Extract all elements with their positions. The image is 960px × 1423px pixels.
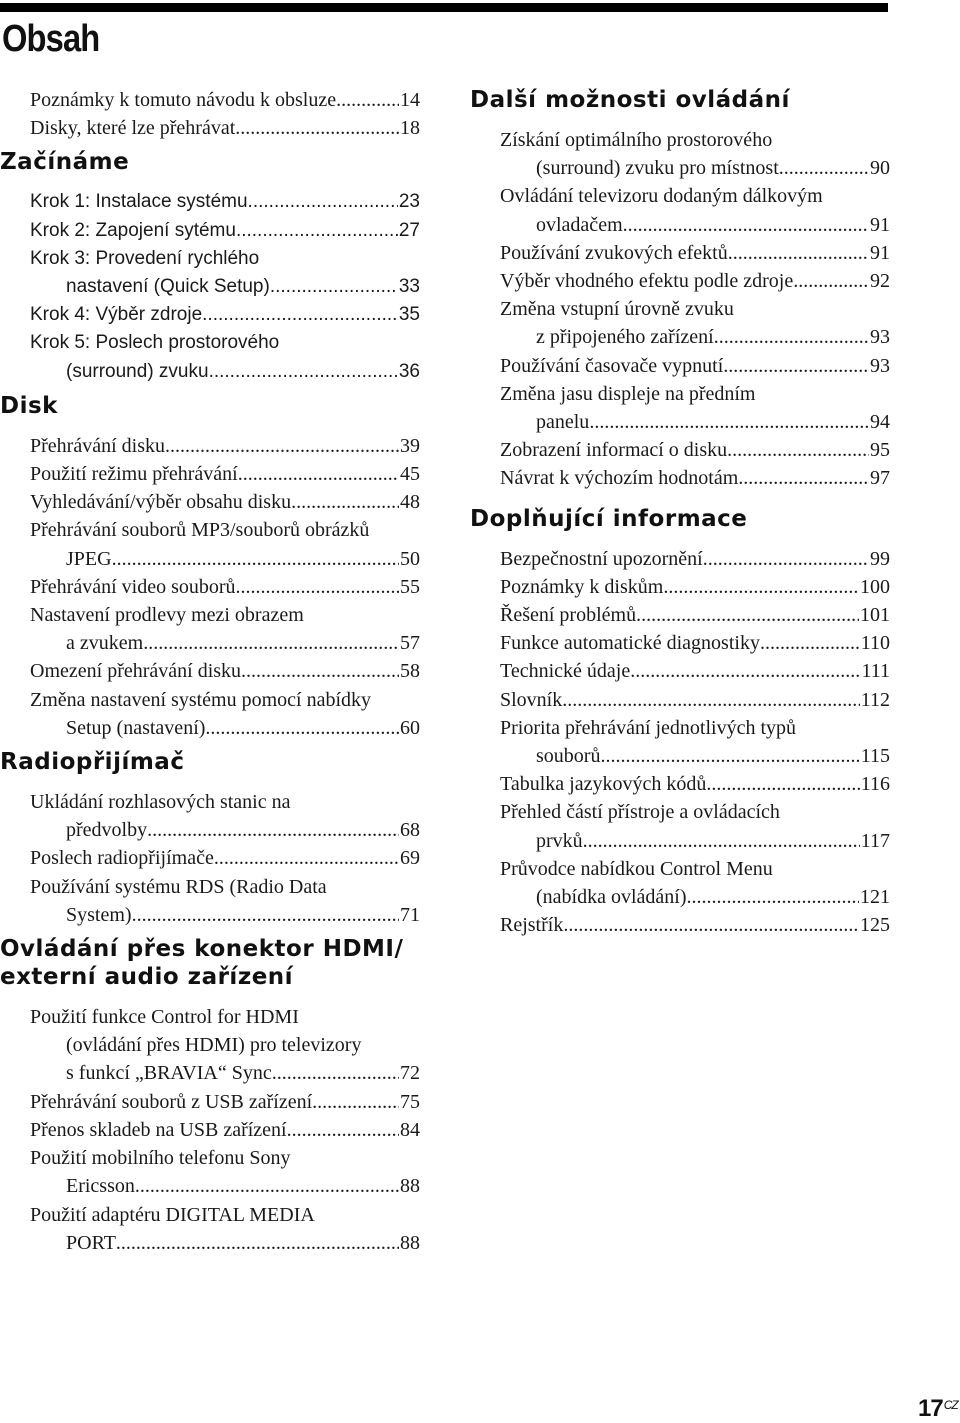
toc-entry-line — [500, 239, 890, 267]
section-entries — [470, 126, 890, 493]
toc-entry[interactable] — [0, 245, 420, 301]
toc-entry-text: Technické údaje — [500, 660, 631, 683]
toc-entry-text: (surround) zvuku pro místnost — [536, 157, 779, 180]
toc-page-number: 116 — [860, 773, 890, 796]
toc-leader-dots — [623, 211, 869, 239]
toc-entry-text: Rejstřík — [500, 914, 564, 937]
toc-entry-line — [30, 1059, 420, 1087]
toc-entry-line — [30, 844, 420, 872]
toc-entry[interactable] — [0, 329, 420, 385]
toc-leader-dots — [272, 1059, 399, 1087]
toc-section — [470, 86, 890, 493]
toc-entry-text: Omezení přehrávání disku — [30, 660, 242, 683]
toc-entry-line — [500, 714, 890, 742]
toc-entry-text: Přehrávání disku — [30, 434, 165, 457]
toc-entry[interactable] — [470, 855, 890, 911]
toc-entry-line — [500, 267, 890, 295]
toc-entry-line — [30, 545, 420, 573]
toc-entry[interactable] — [0, 686, 420, 742]
toc-leader-dots — [205, 714, 399, 742]
toc-leader-dots — [238, 460, 399, 488]
toc-entry-text: Krok 2: Zapojení sytému — [30, 219, 236, 241]
toc-entry-text: Setup (nastavení) — [66, 716, 206, 739]
toc-page-number: 27 — [398, 219, 420, 241]
toc-leader-dots — [589, 408, 869, 436]
toc-entry-text: Změna nastavení systému pomocí nabídky — [30, 688, 372, 711]
toc-entry-line — [500, 352, 890, 380]
toc-entry[interactable] — [470, 239, 890, 267]
left-sections — [0, 148, 420, 1257]
toc-entry[interactable] — [0, 1003, 420, 1088]
toc-leader-dots — [248, 188, 398, 216]
toc-page-number: 121 — [860, 886, 890, 909]
toc-entry-text: Tabulka jazykových kódů — [500, 773, 707, 796]
toc-leader-dots — [235, 114, 399, 142]
toc-entry-line — [500, 464, 890, 492]
toc-entry-line — [30, 816, 420, 844]
toc-page-number: 71 — [400, 903, 420, 926]
toc-entry-line — [30, 1201, 420, 1229]
toc-entry[interactable] — [0, 86, 420, 114]
header-rule — [0, 3, 888, 12]
toc-leader-dots — [202, 301, 398, 329]
toc-page-number: 57 — [400, 632, 420, 655]
toc-entry-text: Používání časovače vypnutí — [500, 354, 724, 377]
toc-entry-line — [30, 488, 420, 516]
toc-leader-dots — [147, 816, 399, 844]
page-number: $17^{CZ}$ — [918, 1395, 958, 1422]
section-entries — [0, 188, 420, 385]
toc-page-number: 91 — [870, 213, 890, 236]
toc-section — [0, 935, 420, 1257]
toc-leader-dots — [270, 273, 398, 301]
right-sections — [470, 86, 890, 939]
toc-page-number: 88 — [400, 1175, 420, 1198]
toc-entry-text: (nabídka ovládání) — [536, 886, 687, 909]
toc-page-number: 60 — [400, 716, 420, 739]
toc-page-number: 68 — [400, 819, 420, 842]
toc-page-number: 55 — [400, 575, 420, 598]
toc-leader-dots — [214, 844, 399, 872]
toc-leader-dots — [312, 1088, 399, 1116]
toc-entry-text: Výběr vhodného efektu podle zdroje — [500, 270, 794, 293]
toc-leader-dots — [236, 217, 398, 245]
toc-entry-text: Funkce automatické diagnostiky — [500, 632, 760, 655]
toc-entry-line — [30, 1172, 420, 1200]
toc-entry[interactable] — [470, 380, 890, 436]
toc-page-number: 58 — [400, 660, 420, 683]
page-title: Obsah — [2, 18, 100, 60]
toc-entry-line — [500, 911, 890, 939]
toc-entry-text: Řešení problémů — [500, 604, 637, 627]
toc-entry-line — [30, 245, 420, 273]
toc-entry-line — [30, 788, 420, 816]
toc-leader-dots — [165, 432, 399, 460]
toc-page-number: 45 — [400, 463, 420, 486]
toc-entry-text: Průvodce nabídkou Control Menu — [500, 857, 773, 880]
toc-page-number: 94 — [870, 411, 890, 434]
section-heading[interactable]: Radiopřijímač — [0, 749, 185, 776]
toc-entry-line — [500, 126, 890, 154]
toc-entry[interactable] — [470, 911, 890, 939]
toc-entry-text: Slovník — [500, 688, 563, 711]
toc-entry[interactable] — [470, 267, 890, 295]
toc-entry-text: Zobrazení informací o disku — [500, 439, 728, 462]
toc-entry[interactable] — [470, 545, 890, 573]
toc-leader-dots — [663, 573, 859, 601]
toc-entry[interactable] — [0, 188, 420, 216]
toc-entry-text: Nastavení prodlevy mezi obrazem — [30, 604, 304, 627]
toc-entry-line — [30, 629, 420, 657]
toc-entry-text: Použití mobilního telefonu Sony — [30, 1147, 291, 1170]
toc-section — [0, 148, 420, 385]
toc-entry-line — [500, 182, 890, 210]
toc-entry-line — [30, 516, 420, 544]
toc-entry-text: souborů — [536, 745, 601, 768]
toc-right-column — [470, 86, 890, 939]
toc-leader-dots — [706, 770, 859, 798]
toc-page-number: 95 — [870, 439, 890, 462]
toc-entry-line — [30, 273, 420, 301]
toc-entry[interactable] — [470, 436, 890, 464]
toc-entry[interactable] — [470, 601, 890, 629]
toc-page-number: 18 — [400, 117, 420, 140]
toc-entry-line — [30, 329, 420, 357]
toc-entry-line — [30, 460, 420, 488]
toc-page-number: 125 — [860, 914, 890, 937]
toc-entry-text: Přehrávání video souborů — [30, 575, 236, 598]
toc-entry-text: (ovládání přes HDMI) pro televizory — [66, 1034, 362, 1057]
toc-entry-line — [30, 301, 420, 329]
toc-entry-text: z připojeného zařízení — [536, 326, 714, 349]
toc-entry-line — [500, 295, 890, 323]
toc-entry-text: Přenos skladeb na USB zařízení — [30, 1118, 287, 1141]
toc-entry[interactable] — [470, 573, 890, 601]
toc-leader-dots — [112, 545, 399, 573]
toc-entry-text: PORT — [66, 1231, 116, 1254]
toc-entry-line — [30, 188, 420, 216]
toc-entry[interactable] — [470, 714, 890, 770]
toc-leader-dots — [600, 742, 859, 770]
toc-entry-text: Krok 4: Výběr zdroje — [30, 304, 203, 326]
toc-entry[interactable] — [0, 488, 420, 516]
section-heading[interactable]: Disk — [0, 392, 58, 419]
toc-leader-dots — [116, 1229, 399, 1257]
toc-leader-dots — [687, 883, 860, 911]
toc-entry-text: Krok 1: Instalace systému — [30, 191, 248, 213]
toc-page-number: 91 — [870, 241, 890, 264]
toc-leader-dots — [562, 686, 859, 714]
toc-page-number: 93 — [870, 354, 890, 377]
toc-entry-text: panelu — [536, 411, 590, 434]
toc-page-number: 50 — [400, 547, 420, 570]
toc-left-column — [0, 86, 420, 1257]
toc-entry-text: a zvukem — [66, 632, 144, 655]
toc-entry-text: Bezpečnostní upozornění — [500, 547, 703, 570]
section-heading[interactable]: Doplňující informace — [470, 505, 748, 532]
section-entries — [0, 432, 420, 742]
toc-entry-line — [500, 323, 890, 351]
toc-page-number: 39 — [400, 434, 420, 457]
toc-leader-dots — [132, 901, 399, 929]
toc-entry-text: předvolby — [66, 819, 148, 842]
toc-entry-line — [30, 1144, 420, 1172]
toc-entry[interactable] — [470, 770, 890, 798]
toc-page-number: 97 — [870, 467, 890, 490]
toc-entry-text: prvků — [536, 829, 583, 852]
toc-leader-dots — [630, 657, 860, 685]
toc-entry-text: Přehled částí přístroje a ovládacích — [500, 801, 780, 824]
toc-section — [470, 505, 890, 940]
toc-entry[interactable] — [470, 182, 890, 238]
toc-entry[interactable] — [0, 873, 420, 929]
toc-entry-line — [500, 883, 890, 911]
toc-entry-text: Změna jasu displeje na předním — [500, 382, 756, 405]
toc-leader-dots — [563, 911, 859, 939]
toc-page-number: 35 — [398, 304, 420, 326]
toc-entry-text: Poznámky k tomuto návodu k obsluze — [30, 89, 337, 111]
toc-entry-line — [30, 86, 420, 114]
toc-leader-dots — [703, 545, 869, 573]
toc-page-number: 72 — [400, 1062, 420, 1085]
toc-entry-line — [500, 770, 890, 798]
toc-entry-line — [500, 380, 890, 408]
toc-entry-text: Vyhledávání/výběr obsahu disku — [30, 491, 292, 514]
toc-entry-line — [500, 855, 890, 883]
toc-page-number: 69 — [400, 847, 420, 870]
toc-section — [0, 748, 420, 929]
toc-entry[interactable] — [470, 295, 890, 351]
toc-entry-line — [500, 798, 890, 826]
toc-entry-line — [500, 742, 890, 770]
toc-entry-line — [500, 827, 890, 855]
toc-leader-dots — [714, 323, 869, 351]
toc-leader-dots — [779, 154, 869, 182]
toc-leader-dots — [135, 1172, 399, 1200]
toc-entry[interactable] — [0, 217, 420, 245]
toc-entry-text: Priorita přehrávání jednotlivých typů — [500, 716, 797, 739]
toc-entry[interactable] — [470, 464, 890, 492]
toc-entry-line — [30, 217, 420, 245]
toc-entry-text: Poznámky k diskům — [500, 575, 664, 598]
toc-entry-line — [30, 1003, 420, 1031]
toc-entry-line — [500, 408, 890, 436]
toc-leader-dots — [636, 601, 859, 629]
toc-page-number: 84 — [400, 1118, 420, 1141]
toc-entry-text: Ericsson — [66, 1175, 135, 1198]
toc-entry-text: System) — [66, 903, 132, 926]
toc-entry-line — [500, 601, 890, 629]
toc-entry[interactable] — [0, 1201, 420, 1257]
toc-entry[interactable] — [0, 1116, 420, 1144]
toc-page-number: 88 — [400, 1231, 420, 1254]
toc-entry[interactable] — [470, 352, 890, 380]
toc-entry-text: Návrat k výchozím hodnotám — [500, 467, 739, 490]
toc-page-number: 90 — [870, 157, 890, 180]
toc-entry[interactable] — [0, 1088, 420, 1116]
toc-entry-line — [500, 154, 890, 182]
toc-entry-line — [30, 114, 420, 142]
toc-entry-line — [500, 629, 890, 657]
section-entries — [470, 545, 890, 940]
toc-entry[interactable] — [470, 686, 890, 714]
toc-entry-text: Použití funkce Control for HDMI — [30, 1006, 299, 1029]
toc-entry[interactable] — [0, 573, 420, 601]
toc-entry[interactable] — [0, 114, 420, 142]
intro-entries — [0, 86, 420, 142]
toc-entry-text: Použití adaptéru DIGITAL MEDIA — [30, 1203, 315, 1226]
toc-entry-text: (surround) zvuku — [66, 360, 209, 382]
toc-leader-dots — [291, 488, 399, 516]
toc-entry[interactable] — [0, 601, 420, 657]
toc-entry-line — [30, 714, 420, 742]
toc-entry[interactable] — [0, 788, 420, 844]
toc-entry-text: Krok 3: Provedení rychlého — [30, 247, 260, 269]
toc-entry[interactable] — [0, 460, 420, 488]
toc-page-number: 14 — [400, 89, 420, 111]
toc-page-number: 92 — [870, 270, 890, 293]
toc-leader-dots — [236, 573, 399, 601]
toc-entry-line — [500, 545, 890, 573]
toc-leader-dots — [143, 629, 399, 657]
toc-entry[interactable] — [0, 301, 420, 329]
toc-leader-dots — [793, 267, 869, 295]
toc-page-number: 101 — [860, 604, 890, 627]
toc-leader-dots — [760, 629, 860, 657]
toc-leader-dots — [738, 464, 869, 492]
toc-entry-line — [500, 657, 890, 685]
toc-entry-line — [30, 901, 420, 929]
toc-entry[interactable] — [470, 629, 890, 657]
toc-entry-line — [30, 432, 420, 460]
toc-page-number: 33 — [398, 276, 420, 298]
toc-leader-dots — [336, 86, 399, 114]
toc-section — [0, 392, 420, 742]
toc-entry[interactable] — [0, 1144, 420, 1200]
toc-entry-text: Ukládání rozhlasových stanic na — [30, 791, 291, 814]
toc-entry-text: Přehrávání souborů z USB zařízení — [30, 1090, 313, 1113]
toc-leader-dots — [728, 239, 869, 267]
toc-entry[interactable] — [0, 516, 420, 572]
toc-entry-text: Disky, které lze přehrávat — [30, 117, 236, 140]
section-entries — [0, 1003, 420, 1257]
toc-entry-line — [30, 657, 420, 685]
toc-entry-text: Poslech radiopřijímače — [30, 847, 214, 870]
toc-page-number: 75 — [400, 1090, 420, 1113]
toc-entry[interactable] — [0, 657, 420, 685]
toc-page-number: 48 — [400, 491, 420, 514]
section-heading[interactable]: Další možnosti ovládání — [470, 87, 790, 113]
toc-entry-line — [30, 1031, 420, 1059]
toc-entry-text: nastavení (Quick Setup) — [66, 276, 270, 298]
toc-entry-line — [30, 1229, 420, 1257]
toc-page-number: 99 — [870, 547, 890, 570]
toc-entry-line — [30, 358, 420, 386]
toc-entry[interactable] — [0, 844, 420, 872]
toc-entry-line — [30, 1116, 420, 1144]
toc-page-number: 112 — [860, 688, 890, 711]
section-heading[interactable]: Začínáme — [0, 149, 130, 176]
toc-entry-text: Používání zvukových efektů — [500, 241, 728, 264]
toc-page-number: 100 — [860, 575, 890, 598]
toc-leader-dots — [723, 352, 869, 380]
toc-entry-text: JPEG — [66, 547, 112, 570]
toc-entry-text: Získání optimálního prostorového — [500, 129, 773, 151]
toc-entry-line — [30, 601, 420, 629]
toc-entry-line — [30, 686, 420, 714]
toc-entry-line — [500, 211, 890, 239]
toc-leader-dots — [727, 436, 869, 464]
toc-entry-line — [30, 873, 420, 901]
toc-entry-line — [500, 686, 890, 714]
toc-entry[interactable] — [470, 126, 890, 182]
toc-page-number: 23 — [398, 191, 420, 213]
section-entries — [0, 788, 420, 929]
toc-entry-text: Krok 5: Poslech prostorového — [30, 332, 280, 354]
toc-entry-text: Přehrávání souborů MP3/souborů obrázků — [30, 519, 370, 542]
toc-page-number: 115 — [860, 745, 890, 768]
toc-leader-dots — [241, 657, 399, 685]
toc-entry-line — [500, 436, 890, 464]
toc-entry[interactable] — [470, 657, 890, 685]
toc-leader-dots — [209, 358, 398, 386]
toc-page-number: 117 — [860, 829, 890, 852]
toc-entry-text: Používání systému RDS (Radio Data — [30, 875, 327, 898]
toc-entry-text: Použití režimu přehrávání — [30, 463, 238, 486]
toc-entry-text: ovladačem — [536, 213, 623, 236]
section-heading[interactable]: Ovládání přes konektor HDMI/ externí audio zařízení — [0, 936, 404, 991]
toc-leader-dots — [583, 827, 860, 855]
toc-entry-text: Změna vstupní úrovně zvuku — [500, 298, 734, 321]
toc-entry[interactable] — [470, 798, 890, 854]
toc-entry[interactable] — [0, 432, 420, 460]
toc-entry-text: s funkcí „BRAVIA“ Sync — [66, 1062, 272, 1085]
toc-entry-line — [30, 1088, 420, 1116]
toc-entry-text: Ovládání televizoru dodaným dálkovým — [500, 185, 823, 208]
toc-entry-line — [500, 573, 890, 601]
toc-entry-line — [30, 573, 420, 601]
toc-page-number: 110 — [860, 632, 890, 655]
toc-page-number: 111 — [861, 660, 890, 683]
toc-leader-dots — [287, 1116, 399, 1144]
toc-page-number: 93 — [870, 326, 890, 349]
toc-page-number: 36 — [398, 360, 420, 382]
